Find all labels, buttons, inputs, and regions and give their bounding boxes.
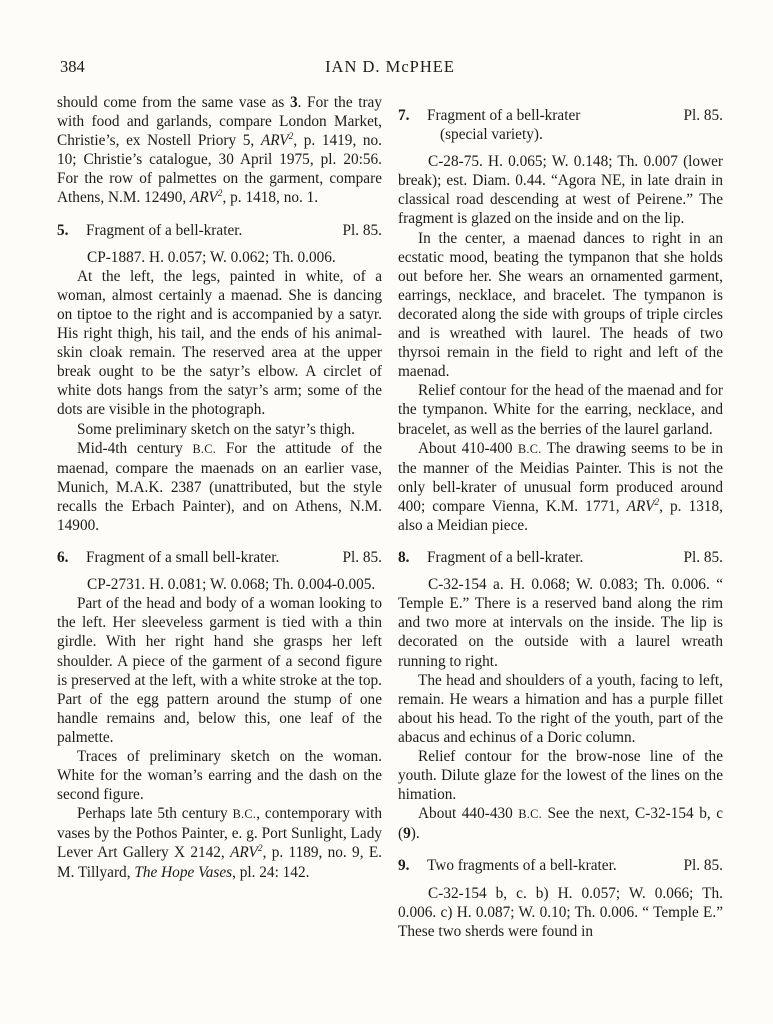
text-run: B.C. <box>232 807 257 822</box>
body-paragraph <box>398 381 723 438</box>
body-paragraph <box>398 747 723 804</box>
text-run: should come from the same vase as <box>57 94 290 111</box>
body-paragraph <box>57 93 382 208</box>
entry-heading-row <box>398 856 723 875</box>
entry-heading-row <box>398 106 723 125</box>
catalogue-entry-heading <box>57 221 382 240</box>
plate-reference: Pl. 85. <box>342 549 382 567</box>
body-paragraph <box>57 267 382 420</box>
body-paragraph <box>398 575 723 670</box>
text-run: 3 <box>289 94 298 111</box>
entry-heading-row <box>57 221 382 240</box>
entry-number: 5. <box>57 221 69 239</box>
page-number: 384 <box>60 57 85 76</box>
body-paragraph <box>57 439 382 535</box>
text-run: The drawing seems to be in the manner of the Meidias Painter. This is not the only bell-krater of unusual form produced around 400; compare Vienna, K.M. 1771, <box>398 439 723 515</box>
text-run: Part of the head and body of a woman looking to the left. Her sleeveless garment is tied with a thin girdle. With her right hand she grasps her left shoulder. A piece of the garment of a second figure is preserved at the left, with a white stroke at the top. Part of the egg pattern around the stump of one handle remains and, below this, one leaf of the palmette. <box>57 595 382 746</box>
text-run: Some preliminary sketch on the satyr’s thigh. <box>77 420 355 438</box>
text-run: B.C. <box>517 441 542 456</box>
text-run: , p. 1318, also a Meidian piece. <box>398 497 723 534</box>
text-run: See the next, C-32-154 b, c ( <box>398 805 723 843</box>
entry-number: 8. <box>398 549 410 567</box>
text-run: 2 <box>257 844 263 855</box>
entry-number: 7. <box>398 107 410 124</box>
text-run: ARV <box>260 132 289 150</box>
two-column-text-block <box>57 93 723 941</box>
text-run: , p. 1419, no. 10; Christie’s catalogue, 30 April 1975, pl. 20:56. For the row of palmettes on the garment, compare Athens, N.M. 12490, <box>57 132 382 207</box>
plate-reference: Pl. 85. <box>683 549 723 567</box>
text-run: About 440-430 <box>418 805 519 823</box>
text-run: ARV <box>230 844 258 862</box>
text-run: 9 <box>403 825 411 843</box>
body-paragraph <box>57 594 382 747</box>
text-run: At the left, the legs, painted in white, of a woman, almost certainly a maenad. She is dancing on tiptoe to the right and is accompanied by a satyr. His right thigh, his tail, and the ends of his animal-skin cloak remain. The reserved area at the upper break ought to be the satyr’s elbow. A circlet of white dots hangs from the satyr’s arm; some of the dots are visible in the photograph. <box>57 267 382 419</box>
text-run: Traces of preliminary sketch on the woman. White for the woman’s earring and the dash on the second figure. <box>57 748 382 804</box>
text-run: 2 <box>288 132 294 143</box>
running-head <box>57 56 723 78</box>
text-run: Relief contour for the head of the maenad and for the tympanon. White for the earring, necklace, and bracelet, as well as the berries of the laurel garland. <box>398 382 723 438</box>
text-run: For the attitude of the maenad, compare the maenads on an earlier vase, Munich, M.A.K. 2387 (unattributed, but the style recalls the Erbach Painter), and on Athens, N.M. 14900. <box>57 439 382 534</box>
text-run: , p. 1418, no. 1. <box>222 189 319 207</box>
text-run: ARV <box>190 189 218 207</box>
body-paragraph <box>57 420 382 439</box>
text-run: ARV <box>626 497 655 515</box>
text-run: In the center, a maenad dances to right in an ecstatic mood, beating the tympanon that she holds out before her. She wears an ornamented garment, earrings, necklace, and bracelet. The tympanon is decorated along the side with groups of triple circles and is wreathed with laurel. The heads of two thyrsoi remain in the field to right and left of the maenad. <box>398 229 723 381</box>
body-paragraph <box>57 804 382 881</box>
body-paragraph <box>398 671 723 747</box>
plate-reference: Pl. 85. <box>683 857 723 875</box>
text-run: C-28-75. H. 0.065; W. 0.148; Th. 0.007 (lower break); est. Diam. 0.44. “Agora NE, in late drain in classical road descending at west of Peirene.” The fragment is glazed on the inside and on the lip. <box>398 153 723 228</box>
catalogue-entry-heading <box>398 548 723 567</box>
entry-number: 6. <box>57 549 69 567</box>
plate-reference: Pl. 85. <box>342 221 382 239</box>
running-title: IAN D. McPHEE <box>325 57 455 76</box>
text-run: Mid-4th century <box>77 439 193 457</box>
catalogue-entry-heading <box>398 106 723 144</box>
entry-title: Fragment of a bell-krater <box>427 107 581 124</box>
entry-title: Fragment of a small bell-krater. <box>86 549 280 567</box>
body-paragraph <box>398 884 723 941</box>
text-run: , pl. 24: 142. <box>232 863 310 881</box>
entry-heading-row <box>57 548 382 567</box>
text-run: The Hope Vases <box>134 863 233 881</box>
entry-heading-row <box>398 548 723 567</box>
text-run: , p. 1189, no. 9, E. M. Tillyard, <box>57 844 383 881</box>
entry-title: Two fragments of a bell-krater. <box>427 857 617 875</box>
body-paragraph <box>398 229 723 382</box>
text-run: ). <box>410 825 420 843</box>
body-paragraph <box>398 439 723 535</box>
text-run: C-32-154 a. H. 0.068; W. 0.083; Th. 0.006. “ Temple E.” There is a reserved band along the rim and two more at intervals on the inside. The lip is decorated on the outside with a laurel wreath running to right. <box>398 576 723 670</box>
text-run: The head and shoulders of a youth, facing to left, remain. He wears a himation and has a purple fillet about his head. To the right of the youth, part of the abacus and echinus of a Doric column. <box>398 671 723 746</box>
body-paragraph <box>398 804 723 843</box>
text-run: Relief contour for the brow-nose line of the youth. Dilute glaze for the lowest of the lines on the himation. <box>398 748 723 804</box>
text-run: About 410-400 <box>418 439 518 457</box>
catalogue-entry-heading <box>398 856 723 875</box>
text-run: 2 <box>217 189 223 200</box>
right-column <box>398 93 723 941</box>
left-column <box>57 93 382 882</box>
entry-number: 9. <box>398 857 410 875</box>
text-run: Perhaps late 5th century <box>77 805 233 823</box>
plate-reference: Pl. 85. <box>683 107 723 124</box>
text-run: 2 <box>654 497 660 508</box>
body-paragraph <box>398 152 723 228</box>
text-run: B.C. <box>518 807 542 822</box>
text-run: CP-1887. H. 0.057; W. 0.062; Th. 0.006. <box>87 248 336 266</box>
body-paragraph <box>57 575 382 594</box>
body-paragraph <box>57 248 382 267</box>
text-run: , contemporary with vases by the Pothos Painter, e. g. Port Sunlight, Lady Lever Art Gallery X 2142, <box>57 805 382 862</box>
body-paragraph <box>57 747 382 804</box>
text-run: . For the tray with food and garlands, compare London Market, Christie’s, ex Nostell Priory 5, <box>57 94 382 150</box>
text-run: C-32-154 b, c. b) H. 0.057; W. 0.066; Th. 0.006. c) H. 0.087; W. 0.10; Th. 0.006. “ Temple E.” These two sherds were found in <box>398 884 723 940</box>
entry-title: Fragment of a bell-krater. <box>427 549 584 567</box>
entry-subtitle: (special variety). <box>440 126 543 144</box>
entry-title: Fragment of a bell-krater. <box>86 221 243 239</box>
catalogue-entry-heading <box>57 548 382 567</box>
text-run: CP-2731. H. 0.081; W. 0.068; Th. 0.004-0.005. <box>87 576 376 594</box>
text-run: B.C. <box>192 441 217 456</box>
